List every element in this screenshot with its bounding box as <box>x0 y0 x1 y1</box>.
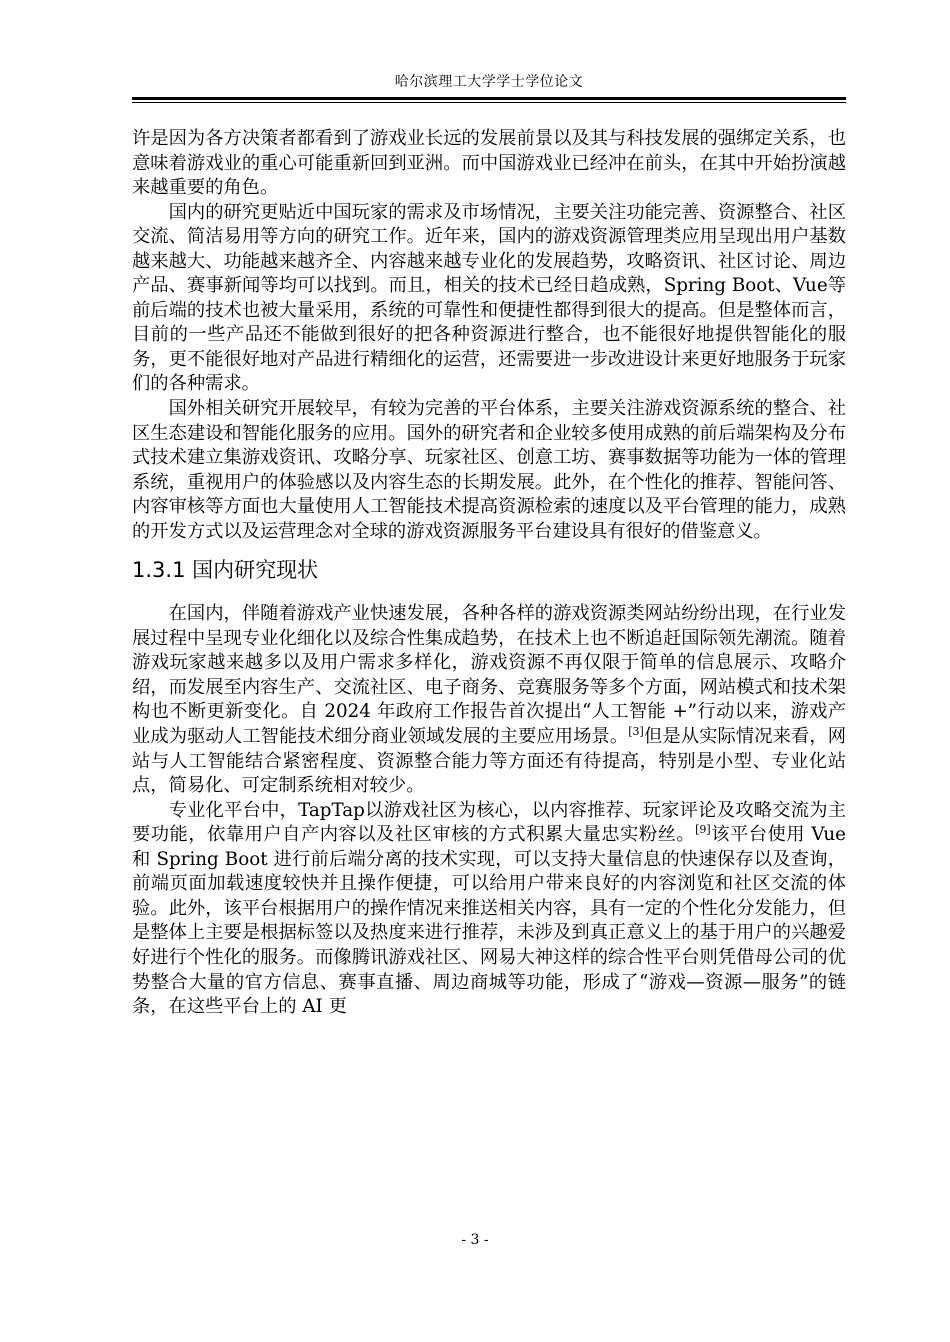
paragraph-4-text-a: 在国内，伴随着游戏产业快速发展，各种各样的游戏资源类网站纷纷出现，在行业发展过程中呈现专业化细化以及综合性集成趋势，在技术上也不断追赶国际领先潮流。随着游戏玩家越来越多以及用户需求多样化，游戏资源不再仅限于简单的信息展示、攻略介绍，而发展至内容生产、交流社区、电子商务、竞赛服务等多个方面，网站模式和技术架构也不断更新变化。自 2024 年政府工作报告首次提出“人工智能 +”行动以来，游戏产业成为驱动人工智能技术细分商业领域发展的主要应用场景。 <box>132 603 846 748</box>
citation-9: [9] <box>695 823 711 837</box>
paragraph-5 <box>132 799 846 1020</box>
paragraph-1: 许是因为各方决策者都看到了游戏业长远的发展前景以及其与科技发展的强绑定关系，也意味着游戏业的重心可能重新回到亚洲。而中国游戏业已经冲在前头，在其中开始扮演越来越重要的角色。 <box>132 128 846 199</box>
body-text <box>132 127 846 1020</box>
section-heading: 1.3.1 国内研究现状 <box>132 558 319 583</box>
paragraph-3: 国外相关研究开展较早，有较为完善的平台体系，主要关注游戏资源系统的整合、社区生态建设和智能化服务的应用。国外的研究者和企业较多使用成熟的前后端架构及分布式技术建立集游戏资讯、攻略分享、玩家社区、创意工坊、赛事数据等功能为一体的管理系统，重视用户的体验感以及内容生态的长期发展。此外，在个性化的推荐、智能问答、内容审核等方面也大量使用人工智能技术提高资源检索的速度以及平台管理的能力，成熟的开发方式以及运营理念对全球的游戏资源服务平台建设具有很好的借鉴意义。 <box>132 398 846 542</box>
header-rule-thick <box>132 97 846 100</box>
running-header: 哈尔滨理工大学学士学位论文 <box>394 74 584 90</box>
paragraph-5-text-b: 该平台使用 Vue 和 Spring Boot 进行前后端分离的技术实现，可以支持大量信息的快速保存以及查询，前端页面加载速度较快并且操作便捷，可以给用户带来良好的内容浏览和社区交流的体验。此外，该平台根据用户的操作情况来推送相关内容，具有一定的个性化分发能力，但是整体上主要是根据标签以及热度来进行推荐，未涉及到真正意义上的基于用户的兴趣爱好进行个性化的服务。而像腾讯游戏社区、网易大神这样的综合性平台则凭借母公司的优势整合大量的官方信息、赛事直播、周边商城等功能，形成了“游戏—资源—服务”的链条，在这些平台上的 AI 更 <box>132 824 847 1018</box>
citation-3: [3] <box>628 724 644 738</box>
paragraph-4 <box>132 602 846 798</box>
paragraph-4-text-b: 但是从实际情况来看，网站与人工智能结合紧密程度、资源整合能力等方面还有待提高，特别是小型、专业化站点，简易化、可定制系统相对较少。 <box>132 726 847 797</box>
header-rule-thin <box>132 102 846 103</box>
page-number: - 3 - <box>461 1232 489 1248</box>
paragraph-5-text-a: 专业化平台中，TapTap以游戏社区为核心，以内容推荐、玩家评论及攻略交流为主要功能，依靠用户自产内容以及社区审核的方式积累大量忠实粉丝。 <box>132 799 846 846</box>
paragraph-2: 国内的研究更贴近中国玩家的需求及市场情况，主要关注功能完善、资源整合、社区交流、简洁易用等方向的研究工作。近年来，国内的游戏资源管理类应用呈现出用户基数越来越大、功能越来越齐全、内容越来越专业化的发展趋势，攻略资讯、社区讨论、周边产品、赛事新闻等均可以找到。而且，相关的技术已经日趋成熟，Spring Boot、Vue等前后端的技术也被大量采用，系统的可靠性和便捷性都得到很大的提高。但是整体而言，目前的一些产品还不能做到很好的把各种资源进行整合，也不能很好地提供智能化的服务，更不能很好地对产品进行精细化的运营，还需要进一步改进设计来更好地服务于玩家们的各种需求。 <box>132 201 846 395</box>
